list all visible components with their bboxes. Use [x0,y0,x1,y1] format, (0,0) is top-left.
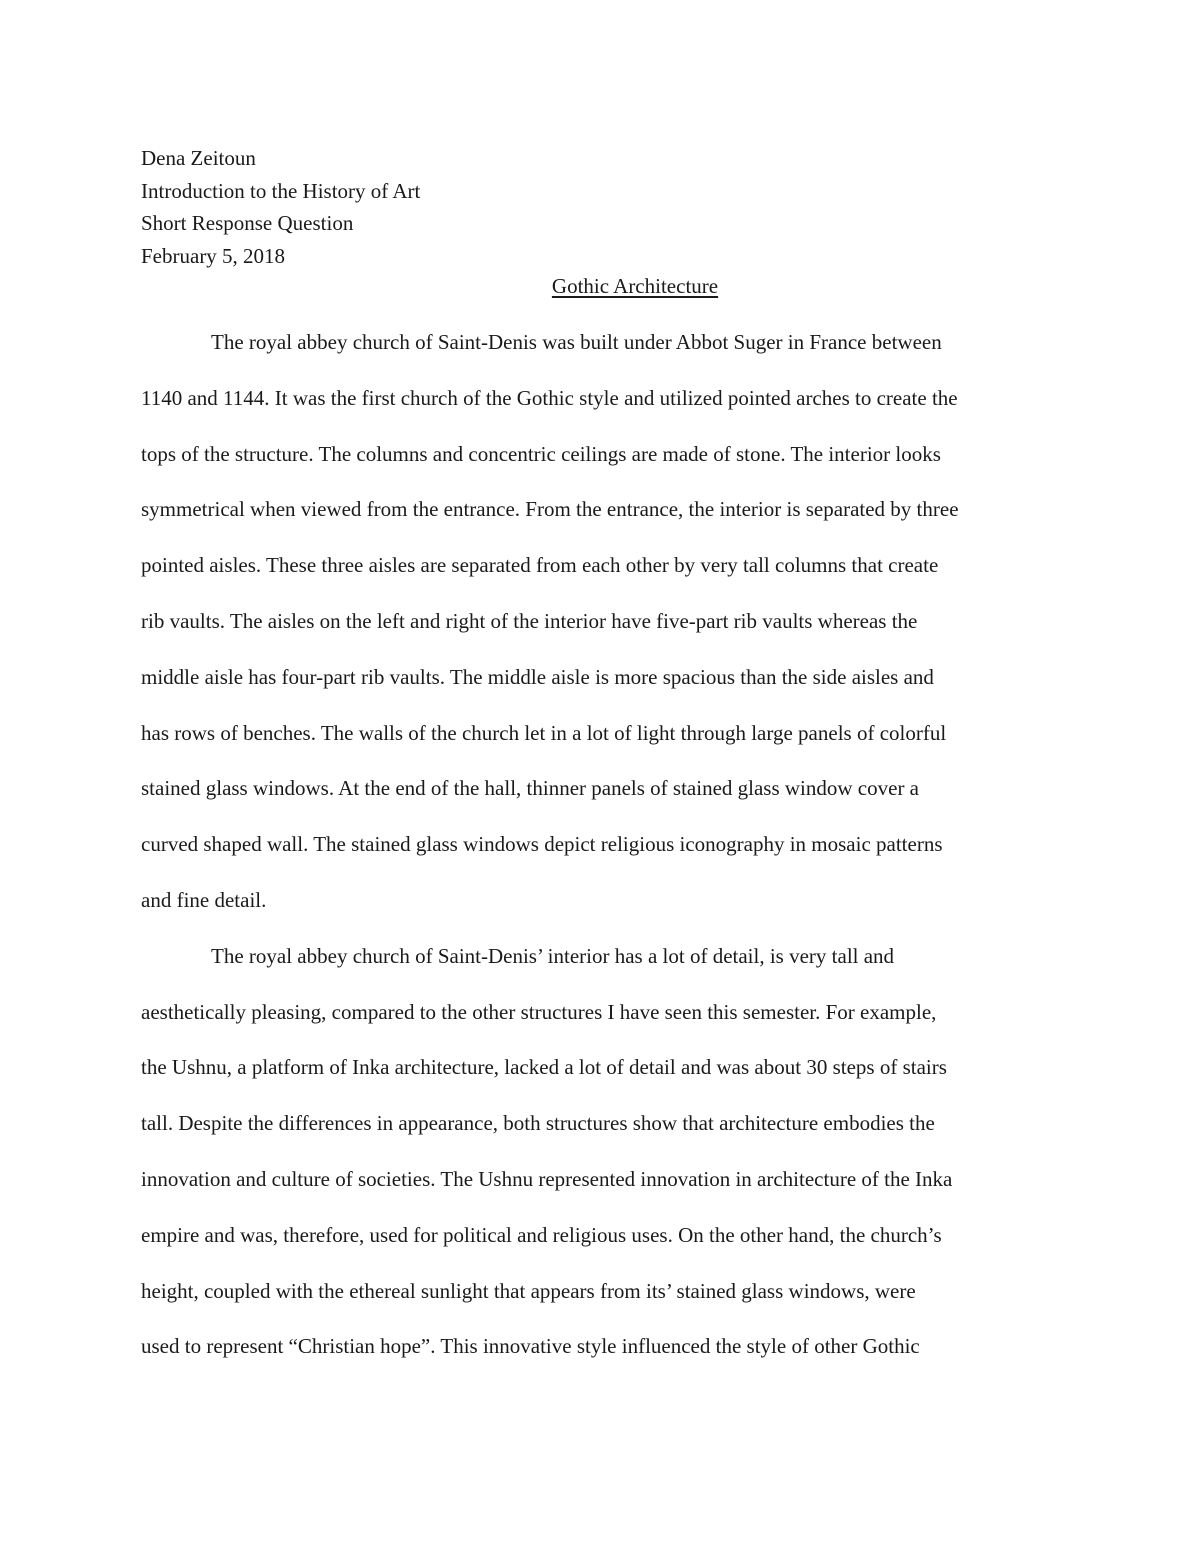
document-header [141,142,420,272]
paragraph-2-line: aesthetically pleasing, compared to the other structures I have seen this semester. For example, [141,999,937,1024]
paragraph-2-line: used to represent “Christian hope”. This innovative style influenced the style of other Gothic [141,1334,920,1359]
assignment-name: Short Response Question [141,211,354,235]
paragraph-1-line: rib vaults. The aisles on the left and right of the interior have five-part rib vaults whereas the [141,608,918,633]
paragraph-1-line: The royal abbey church of Saint-Denis was built under Abbot Suger in France between [211,330,942,354]
paragraph-2-line: innovation and culture of societies. The Ushnu represented innovation in architecture of the Inka [141,1166,953,1191]
paragraph-2-line: tall. Despite the differences in appearance, both structures show that architecture embodies the [141,1111,935,1136]
paragraph-1-line: pointed aisles. These three aisles are separated from each other by very tall columns that create [141,553,939,578]
paragraph-1-line: tops of the structure. The columns and concentric ceilings are made of stone. The interior looks [141,441,941,466]
course-name: Introduction to the History of Art [141,178,421,203]
paragraph-1-line: 1140 and 1144. It was the first church of the Gothic style and utilized pointed arches to create the [141,385,958,410]
paragraph-1-line: has rows of benches. The walls of the church let in a lot of light through large panels of colorful [141,720,947,745]
paragraph-2-line: the Ushnu, a platform of Inka architecture, lacked a lot of detail and was about 30 steps of stairs [141,1055,947,1080]
paragraph-2-line: The royal abbey church of Saint-Denis’ interior has a lot of detail, is very tall and [211,943,895,968]
paragraph-1-line: symmetrical when viewed from the entrance. From the entrance, the interior is separated by three [141,497,959,522]
document-title: Gothic Architecture [551,274,719,298]
paragraph-2-line: empire and was, therefore, used for political and religious uses. On the other hand, the church’s [141,1222,942,1247]
paragraph-1-line: and fine detail. [141,887,267,912]
document-body [141,325,1071,1385]
paragraph-1-line: stained glass windows. At the end of the hall, thinner panels of stained glass window cover a [141,776,920,801]
paragraph-1-line: curved shaped wall. The stained glass windows depict religious iconography in mosaic patterns [141,832,943,857]
paragraph-2-line: height, coupled with the ethereal sunlight that appears from its’ stained glass windows, were [141,1278,916,1303]
paragraph-1-line: middle aisle has four-part rib vaults. The middle aisle is more spacious than the side aisles and [141,664,934,689]
document-date: February 5, 2018 [141,243,286,268]
author-name: Dena Zeitoun [141,146,256,170]
